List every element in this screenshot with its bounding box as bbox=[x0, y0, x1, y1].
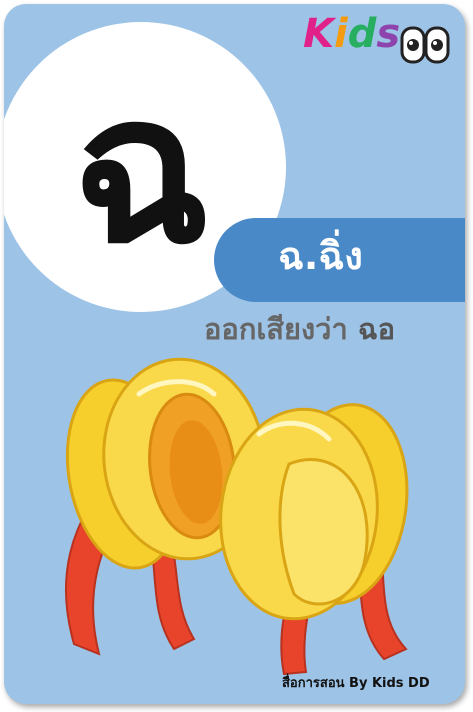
pronunciation-label: ออกเสียงว่า bbox=[204, 312, 348, 346]
logo-dd-mark-icon bbox=[399, 20, 453, 70]
pronunciation-value: ฉอ bbox=[357, 312, 396, 346]
logo-letter-k: K bbox=[303, 11, 334, 57]
logo-wordmark bbox=[303, 11, 401, 57]
letter-name: ฉ.ฉิ่ง bbox=[278, 234, 363, 278]
flash-card bbox=[4, 4, 465, 704]
logo-letter-d: d bbox=[347, 11, 377, 57]
pronunciation bbox=[204, 309, 395, 350]
letter-name-banner bbox=[214, 218, 465, 302]
cymbals-illustration bbox=[44, 354, 424, 684]
thai-letter: ฉ bbox=[71, 50, 211, 289]
logo-letter-s: s bbox=[376, 11, 401, 57]
logo-letter-i: i bbox=[334, 11, 348, 57]
kids-dd-logo bbox=[303, 12, 453, 74]
footer-credit: สื่อการสอน By Kids DD bbox=[282, 676, 430, 691]
